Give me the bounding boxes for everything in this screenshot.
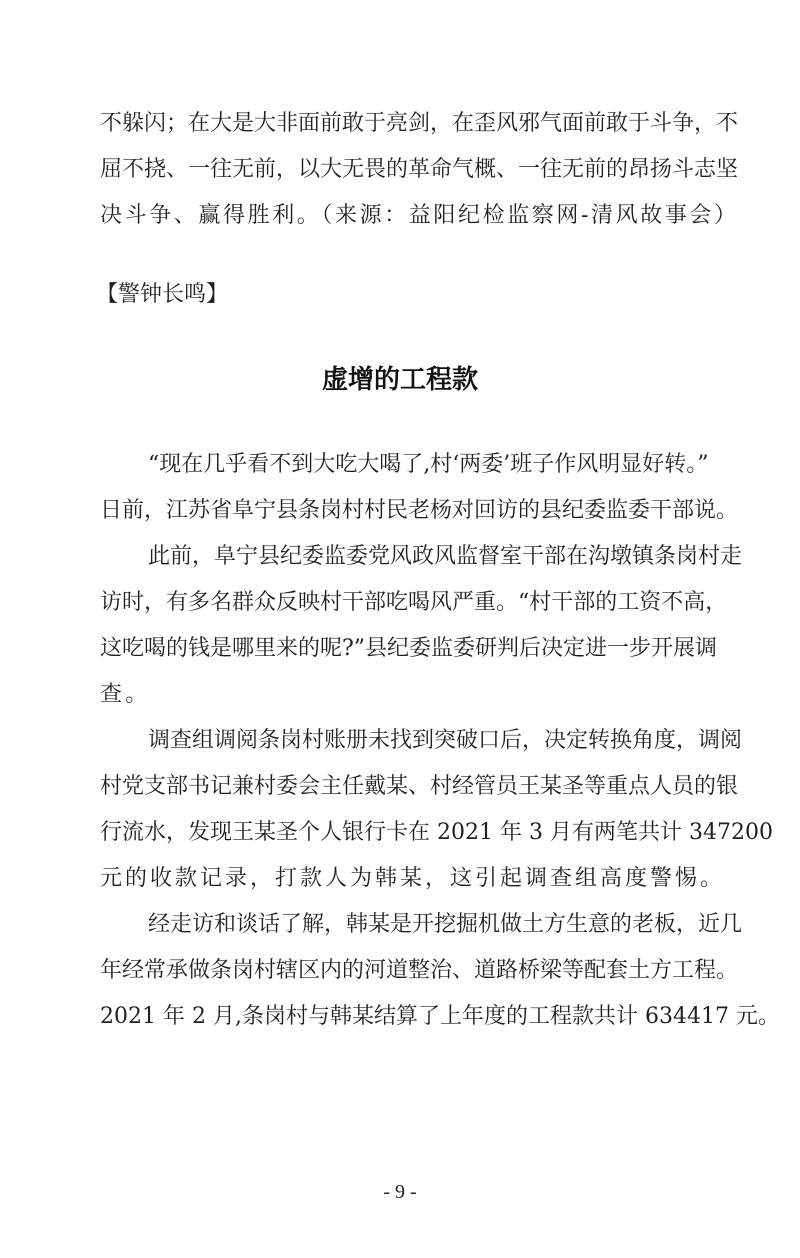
article-title: 虚增的工程款 (321, 365, 478, 395)
text-line: 访时，有多名群众反映村干部吃喝风严重。“村干部的工资不高， (100, 590, 728, 615)
text-line: 调查组调阅条岗村账册未找到突破口后，决定转换角度，调阅 (148, 728, 743, 753)
text-line: 不躲闪；在大是大非面前敢于亮剑，在歪风邪气面前敢于斗争，不 (100, 111, 739, 136)
text-line: 这吃喝的钱是哪里来的呢?”县纪委监委研判后决定进一步开展调 (100, 636, 718, 661)
text-line: 查。 (100, 682, 151, 707)
section-tag: 【警钟长鸣】 (96, 282, 229, 307)
page-number: - 9 - (383, 1181, 417, 1203)
text-line: “现在几乎看不到大吃大喝了,村‘两委’班子作风明显好转。” (148, 452, 709, 477)
text-line: 行流水，发现王某圣个人银行卡在 2021 年 3 月有两笔共计 347200 (100, 820, 773, 845)
text-line: 年经常承做条岗村辖区内的河道整治、道路桥梁等配套土方工程。 (100, 958, 739, 983)
text-line: 元的收款记录，打款人为韩某，这引起调查组高度警惕。 (100, 866, 726, 891)
text-line: 此前，阜宁县纪委监委党风政风监督室干部在沟墩镇条岗村走 (148, 544, 743, 569)
text-line-source: 决斗争、赢得胜利。（来源：益阳纪检监察网-清风故事会） (100, 203, 739, 228)
text-line: 2021 年 2 月,条岗村与韩某结算了上年度的工程款共计 634417 元。 (100, 1004, 780, 1029)
text-line: 经走访和谈话了解，韩某是开挖掘机做土方生意的老板，近几 (148, 912, 743, 937)
text-line: 村党支部书记兼村委会主任戴某、村经管员王某圣等重点人员的银 (100, 774, 739, 799)
text-line: 日前，江苏省阜宁县条岗村村民老杨对回访的县纪委监委干部说。 (100, 498, 739, 523)
text-line: 屈不挠、一往无前，以大无畏的革命气概、一往无前的昂扬斗志坚 (100, 157, 739, 182)
